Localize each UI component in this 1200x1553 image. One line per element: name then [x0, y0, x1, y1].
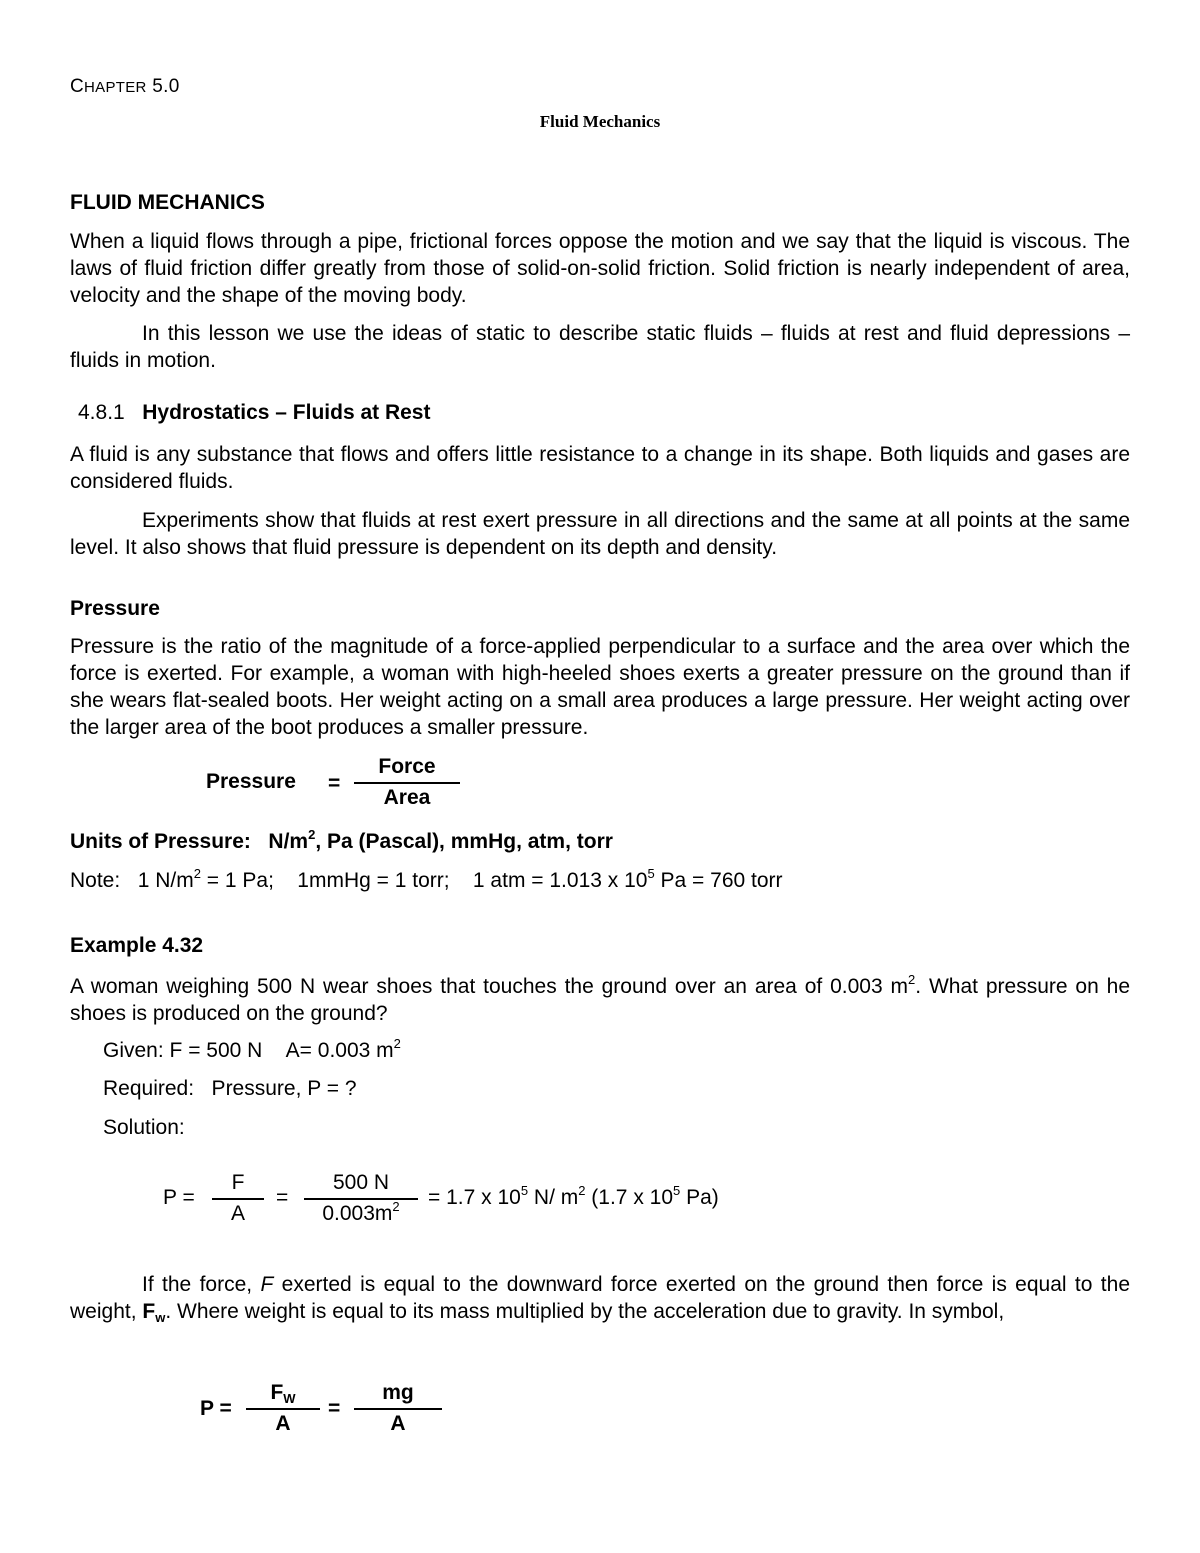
pressure-formula-numerator: Force	[378, 755, 436, 778]
units-list-b: , Pa (Pascal), mmHg, atm, torr	[315, 830, 613, 853]
example-problem-a: A woman weighing 500 N wear shoes that touches the ground over an area of 0.003 m	[70, 975, 909, 998]
given-b: A= 0.003 m	[285, 1039, 394, 1062]
fraction-bar	[246, 1408, 320, 1410]
example-required: Required: Pressure, P = ?	[103, 1077, 357, 1100]
weight-text-fw-sub: w	[155, 1310, 166, 1325]
units-label: Units of Pressure:	[70, 830, 251, 853]
subsection-number: 4.8.1	[78, 401, 125, 424]
fraction-bar	[212, 1198, 264, 1200]
intro-paragraph-1: When a liquid flows through a pipe, frictional forces oppose the motion and we say that the liquid is viscous. The laws of fluid friction differ greatly from those of solid-on-solid friction. Solid friction is nearly independent of area, velocity and the shape of the moving body.	[70, 230, 1130, 307]
solution-den	[304, 1201, 418, 1227]
solution-p: P =	[163, 1186, 195, 1209]
result-sup2: 2	[578, 1183, 586, 1198]
fraction-bar	[354, 1408, 442, 1410]
fraction-bar	[304, 1198, 418, 1200]
subsection-paragraph-1: A fluid is any substance that flows and offers little resistance to a change in its shape. Both liquids and gases are considered fluids.	[70, 443, 1130, 493]
result-d: Pa)	[680, 1186, 719, 1209]
result-sup1: 5	[520, 1183, 529, 1198]
weight-text-f: F	[260, 1273, 274, 1296]
solution-den-text: 0.003m	[322, 1202, 393, 1225]
solution-f: F	[231, 1171, 245, 1194]
result-a: = 1.7 x 10	[428, 1186, 521, 1209]
units-line	[70, 827, 613, 854]
example-heading: Example 4.32	[70, 934, 204, 957]
weight-eq-num1-sub: W	[283, 1391, 296, 1406]
chapter-number: 5.0	[152, 76, 180, 97]
note-label: Note:	[70, 869, 121, 892]
solution-equals: =	[276, 1186, 289, 1209]
note-a: 1 N/m	[137, 869, 194, 892]
weight-eq-den2: A	[390, 1412, 406, 1435]
note-c: 1mmHg = 1 torr;	[297, 869, 450, 892]
solution-fraction-2	[304, 1170, 418, 1227]
weight-eq-num1	[246, 1380, 320, 1406]
weight-text-fw: F	[142, 1300, 156, 1323]
solution-num: 500 N	[332, 1171, 390, 1194]
weight-text-a: If the force,	[142, 1273, 261, 1296]
solution-a: A	[230, 1202, 245, 1225]
intro-paragraph-2: In this lesson we use the ideas of static to describe static fluids – fluids at rest and fluid depressions – fluids in motion.	[70, 322, 1130, 372]
result-sup3: 5	[673, 1183, 681, 1198]
chapter-label	[70, 76, 180, 98]
weight-eq-p: P =	[200, 1397, 232, 1420]
example-problem	[70, 973, 1130, 1027]
result-b: N/ m	[528, 1186, 579, 1209]
pressure-formula-denominator: Area	[383, 786, 431, 809]
note-d: 1 atm = 1.013 x 10	[472, 869, 648, 892]
note-sup2: 5	[647, 866, 655, 881]
units-note	[70, 866, 783, 893]
chapter-word: HAPTER	[84, 79, 147, 96]
example-solution-label: Solution:	[103, 1116, 185, 1139]
pressure-paragraph: Pressure is the ratio of the magnitude of a force-applied perpendicular to a surface and the area over which the force is exerted. For example, a woman with high-heeled shoes exerts a greater pressure on the ground than if she wears flat-sealed boots. Her weight acting on a small area produces a large pressure. Her weight acting over the larger area of the boot produces a smaller pressure.	[70, 635, 1130, 739]
example-problem-sup: 2	[908, 972, 916, 987]
weight-eq-num2: mg	[382, 1381, 414, 1404]
note-b: = 1 Pa;	[200, 869, 274, 892]
weight-text-c: . Where weight is equal to its mass multiplied by the acceleration due to gravity. In symbol,	[165, 1300, 1005, 1323]
weight-eq-den1: A	[275, 1412, 291, 1435]
solution-den-sup: 2	[392, 1199, 400, 1214]
given-sup: 2	[393, 1036, 401, 1051]
solution-fraction-1	[212, 1170, 264, 1227]
example-given	[103, 1036, 401, 1063]
pressure-formula-lhs: Pressure	[206, 770, 296, 793]
units-list-a: N/m	[268, 830, 309, 853]
weight-eq-fraction-2	[354, 1380, 442, 1437]
section-title: FLUID MECHANICS	[70, 191, 265, 214]
chapter-initial: C	[70, 76, 85, 97]
subsection-title: Hydrostatics – Fluids at Rest	[142, 401, 431, 424]
subsection-paragraph-2: Experiments show that fluids at rest exert pressure in all directions and the same at all points at the same level. It also shows that fluid pressure is dependent on its depth and density.	[70, 509, 1130, 559]
subsection-heading	[78, 401, 430, 425]
weight-paragraph	[70, 1271, 1130, 1325]
pressure-heading: Pressure	[70, 597, 160, 620]
weight-text-b: exerted is equal to the downward force exerted on the ground then force is equal to the weight,	[70, 1273, 1130, 1323]
pressure-formula-fraction	[354, 754, 460, 811]
weight-eq-fraction-1	[246, 1380, 320, 1437]
fraction-bar	[354, 782, 460, 784]
running-title: Fluid Mechanics	[539, 112, 661, 131]
weight-eq-num1-text: F	[270, 1381, 284, 1404]
weight-eq-equals: =	[328, 1397, 341, 1420]
note-e: Pa = 760 torr	[654, 869, 783, 892]
solution-result	[428, 1183, 719, 1210]
given-a: Given: F = 500 N	[103, 1039, 263, 1062]
pressure-formula-equals: =	[328, 772, 341, 795]
result-c: (1.7 x 10	[585, 1186, 674, 1209]
example-problem-b: . What pressure on he shoes is produced on the ground?	[70, 975, 1130, 1025]
units-list-sup: 2	[308, 827, 316, 842]
note-sup: 2	[193, 866, 201, 881]
